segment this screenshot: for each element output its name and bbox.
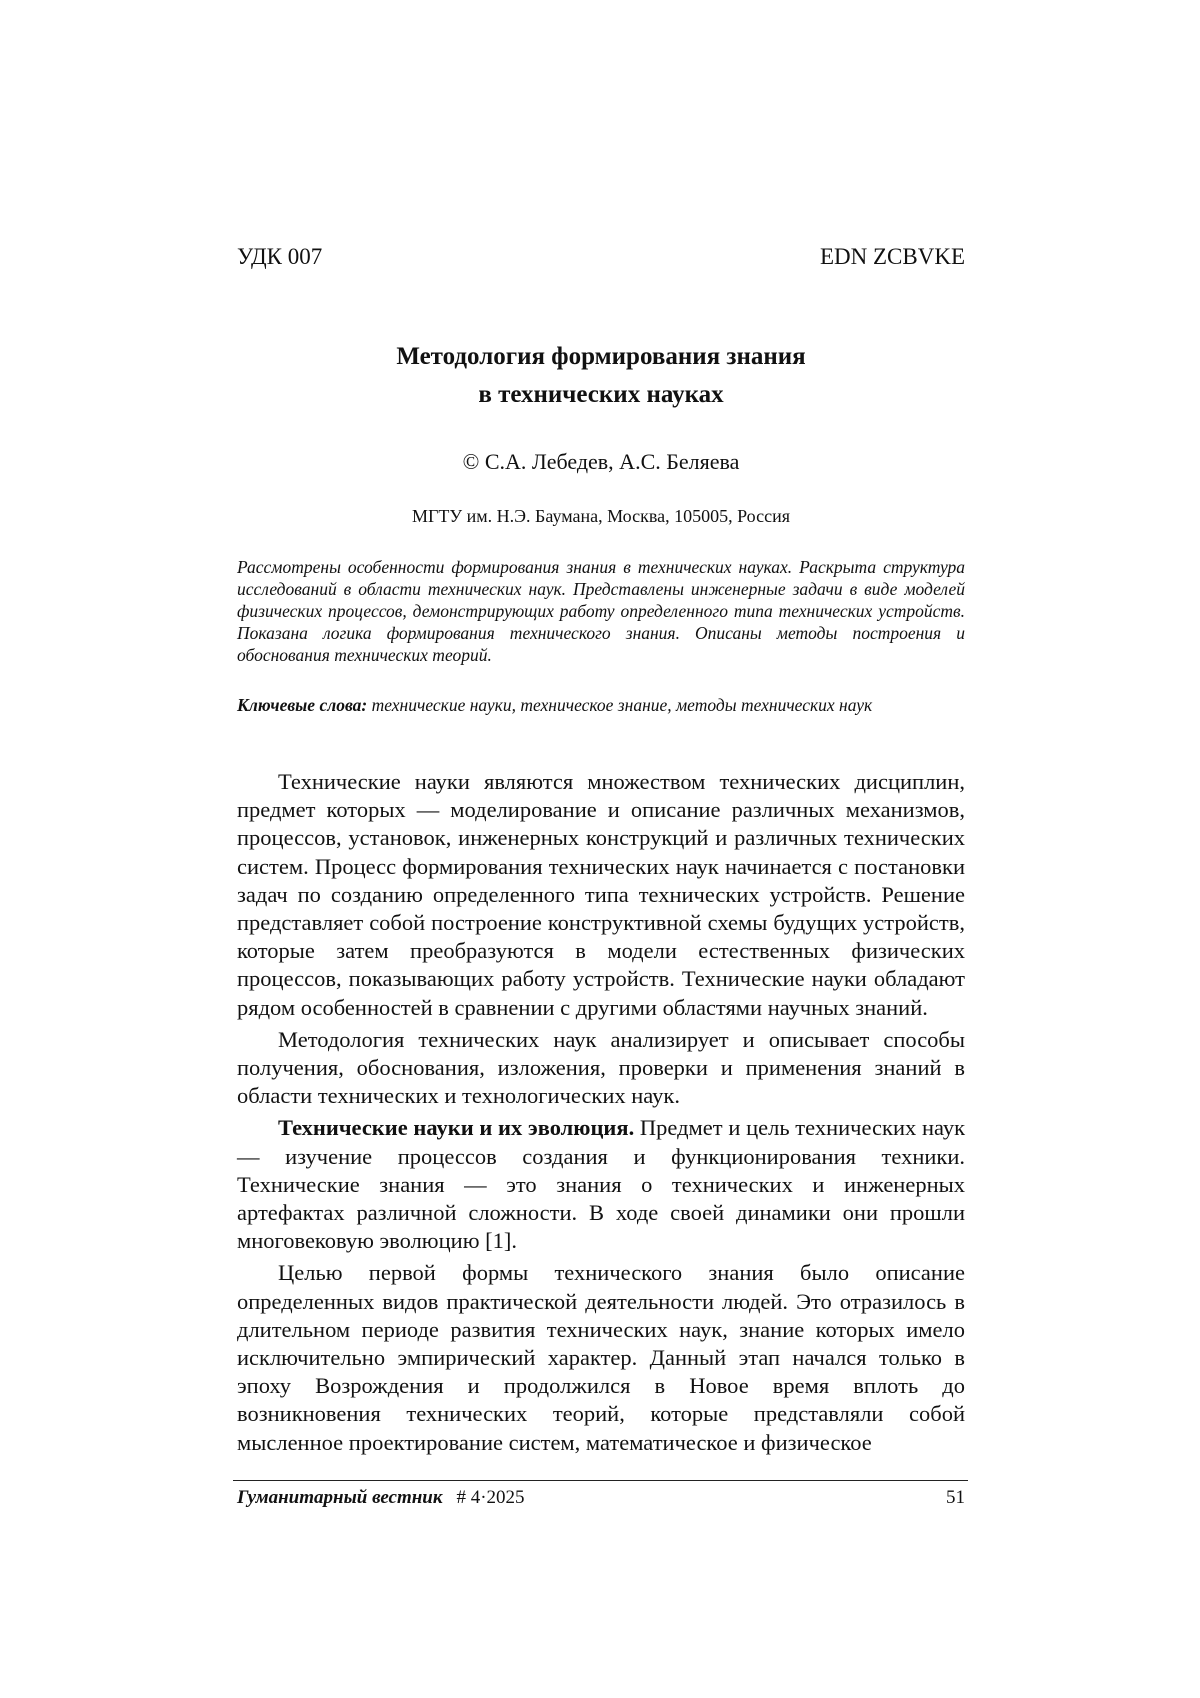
- edn-code: EDN ZCBVKE: [819, 244, 965, 269]
- abstract: Рассмотрены особенности формирования знания в технических науках. Раскрыта структура исследований в области технических наук. Представлены инженерные задачи в виде моделей физических процессов, демонстрирующих работу определенного типа технических устройств. Показана логика формирования технического знания. Описаны методы построения и обоснования технических теорий.: [237, 557, 965, 665]
- article-body: [237, 768, 965, 1457]
- title-line-1: Методология формирования знания: [396, 343, 806, 370]
- page-number: 51: [946, 1487, 965, 1508]
- section-heading: Технические науки и их эволюция.: [278, 1115, 635, 1141]
- title-line-2: в технических науках: [478, 381, 724, 408]
- udk-code: УДК 007: [237, 244, 323, 269]
- keywords: [237, 694, 965, 716]
- article-title: [237, 338, 965, 414]
- paragraph-3: [237, 1114, 965, 1255]
- paragraph-1: Технические науки являются множеством технических дисциплин, предмет которых — моделирование и описание различных механизмов, процессов, установок, инженерных конструкций и различных технических систем. Процесс формирования технических наук начинается с постановки задач по созданию определенного типа технических устройств. Решение представляет собой построение конструктивной схемы будущих устройств, которые затем преобразуются в модели естественных физических процессов, показывающих работу устройств. Технические науки обладают рядом особенностей в сравнении с другими областями научных знаний.: [237, 769, 965, 1020]
- footer-rule: [233, 1480, 968, 1481]
- journal-info: [237, 1486, 525, 1510]
- keywords-label: Ключевые слова:: [237, 695, 368, 715]
- authors: © С.А. Лебедев, А.С. Беляева: [462, 449, 740, 474]
- journal-name: Гуманитарный вестник: [237, 1487, 443, 1508]
- meta-row: [237, 243, 965, 271]
- journal-issue: # 4·2025: [456, 1487, 525, 1508]
- paragraph-4: Целью первой формы технического знания было описание определенных видов практической деятельности людей. Это отразилось в длительном периоде развития технических наук, знание которых имело исключительно эмпирический характер. Данный этап начался только в эпоху Возрождения и продолжился в Новое время вплоть до возникновения технических теорий, которые представляли собой мысленное проектирование систем, математическое и физическое: [237, 1260, 965, 1455]
- paragraph-2: Методология технических наук анализирует и описывает способы получения, обоснования, изложения, проверки и применения знаний в области технических и технологических наук.: [237, 1026, 965, 1109]
- keywords-text: технические науки, техническое знание, методы технических наук: [371, 695, 873, 715]
- paragraph-3-text: Предмет и цель технических наук — изучение процессов создания и функционирования техники. Технические знания — это знания о технических и инженерных артефактах различной сложности. В ходе своей динамики они прошли многовековую эволюцию [1].: [237, 1115, 966, 1254]
- affiliation: МГТУ им. Н.Э. Баумана, Москва, 105005, Россия: [412, 506, 790, 526]
- page-footer: [237, 1486, 965, 1510]
